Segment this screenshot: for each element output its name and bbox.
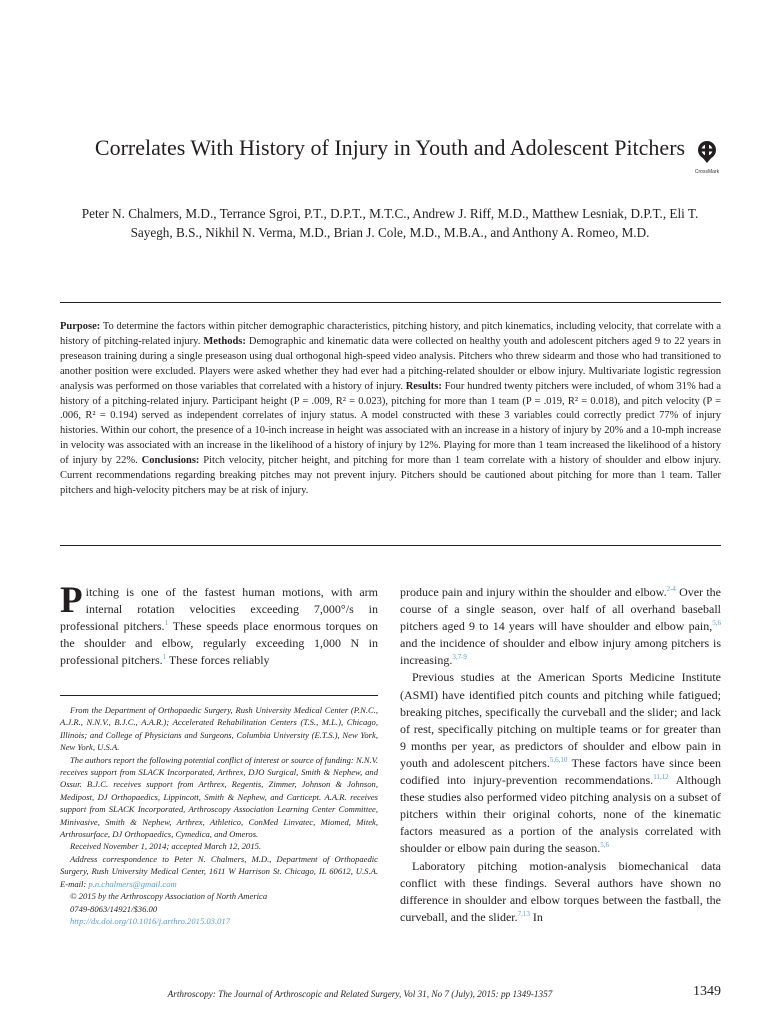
doi-link[interactable]: http://dx.doi.org/10.1016/j.arthro.2015.03.017 (70, 915, 231, 926)
author-list: Peter N. Chalmers, M.D., Terrance Sgroi, P.T., D.P.T., M.T.C., Andrew J. Riff, M.D., Matthew Lesniak, D.P.T., Eli T. Sayegh, B.S., Nikhil N. Verma, M.D., Brian J. Cole, M.D., M.B.A., and Anthony A. Romeo, M.D. (81, 206, 699, 240)
body-text: itching is one of the fastest human motions, with arm internal rotation velocities exceeding 7,000°/s in professional pitchers. (60, 585, 378, 634)
citation-link[interactable]: 5,6 (712, 619, 721, 628)
body-text: These forces reliably (166, 653, 270, 668)
crossmark-icon (696, 140, 718, 164)
received-note: Received November 1, 2014; accepted March 12, 2015. (70, 841, 262, 852)
abstract-purpose: To determine the factors within pitcher demographic characteristics, pitching history, and pitch kinematics, including velocity, that correlate with a history of pitching-related injury. (60, 321, 721, 347)
affiliation-note: From the Department of Orthopaedic Surgery, Rush University Medical Center (P.N.C., A.J.R., N.N.V., B.J.C., A.A.R.); Accelerated Rehabilitation Centers (T.S., M.L.), Chicago, Illinois; and College of Physicians and Surgeons, Columbia University (E.T.S.), New York, New York, U.S.A. (60, 705, 378, 753)
citation-link[interactable]: 5,6,10 (549, 755, 568, 764)
correspondence-text: Address correspondence to Peter N. Chalmers, M.D., Department of Orthopaedic Surgery, Rush University Medical Center, 1611 W Harrison St. Chicago, IL 60612, U.S.A. E-mail: (60, 853, 378, 889)
body-paragraph (400, 584, 721, 669)
page-number: 1349 (693, 984, 721, 999)
citation-link[interactable]: 5,6 (600, 841, 610, 850)
body-text: These factors have since been codified into injury-prevention recommendations. (400, 755, 722, 788)
abstract-results-label: Results: (405, 380, 442, 392)
article-footnotes (60, 695, 378, 927)
citation-link[interactable]: 1 (162, 653, 167, 662)
journal-footer: Arthroscopy: The Journal of Arthroscopic and Related Surgery, Vol 31, No 7 (July), 2015: pp 1349-1357 (167, 989, 553, 999)
email-link[interactable]: p.n.chalmers@gmail.com (88, 878, 177, 889)
left-column (60, 580, 378, 669)
conflict-note: The authors report the following potential conflict of interest or source of funding: N.N.V. receives support from SLACK Incorporated, Arthrex, DJO Surgical, Smith & Nephew, and Ossur. B.J.C. receives support from Arthrex, Regentis, Zimmer, Johnson & Johnson, Medipost, DJ Orthopaedics, Lippincott, Smith & Nephew, and Carticept. A.A.R. receives support from SLACK Incorporated, Arthroscopy Association Learning Center Committee, Minivasive, Smith & Nephew, Arthrex, Athletico, ConMed Linvatec, Miomed, Mitek, Arthrosurface, DJ Orthopaedics, Cymedica, and Omeros. (60, 754, 378, 840)
citation-link[interactable]: 2-4 (666, 585, 676, 593)
body-text: Although these studies also performed video pitching analysis on a subset of pitchers within their original cohorts, none of the kinematic factors measured as a portion of the analysis correlated with shoulder or elbow pain during the season. (400, 773, 721, 856)
citation-link[interactable]: 1 (164, 619, 169, 628)
body-text: Previous studies at the American Sports Medicine Institute (ASMI) have identified pitch counts and pitching while fatigued; breaking pitches, specifically the curveball and the slider; and lack of rest, specifically pitching on multiple teams or for greater than 9 months per year, as predictors of shoulder and elbow pain in youth and adolescent pitchers. (400, 670, 721, 770)
issn-note: 0749-8063/14921/$36.00 (70, 903, 158, 914)
intro-paragraph (60, 580, 378, 669)
copyright-note: © 2015 by the Arthroscopy Association of North America (70, 891, 268, 902)
drop-cap: P (60, 580, 83, 621)
body-paragraph (400, 858, 721, 926)
citation-link[interactable]: 11,12 (653, 773, 669, 782)
abstract (60, 320, 721, 499)
abstract-purpose-label: Purpose: (60, 321, 101, 332)
right-column (400, 584, 721, 926)
body-text: produce pain and injury within the shoulder and elbow. (400, 585, 667, 599)
abstract-methods: Demographic and kinematic data were collected on healthy youth and adolescent pitchers aged 9 to 22 years in preseason training during a single preseason using dual orthogonal high-speed video analysis. Pitchers who threw sidearm and those who had transitioned to another position were excluded. Players were asked whether they had ever had a pitching-related shoulder or elbow injury. Multivariate logistic regression analysis was performed on those variables that correlated with a history of injury. (60, 335, 721, 392)
abstract-top-rule (60, 302, 721, 303)
article-title: Correlates With History of Injury in Youth and Adolescent Pitchers (94, 135, 686, 160)
correspondence-note (60, 853, 378, 890)
citation-link[interactable]: 7,13 (517, 909, 530, 918)
abstract-methods-label: Methods: (203, 335, 246, 347)
body-paragraph (400, 669, 721, 857)
body-text: These speeds place enormous torques on the shoulder and elbow, regularly exceeding 1,000 N in professional pitchers. (60, 619, 378, 668)
abstract-results: Four hundred twenty pitchers were included, of whom 31% had a history of a pitching-related injury. Participant height (P = .009, R² = 0.023), pitching for more than 1 team (P = .019, R² = 0.018), and pitch velocity (P = .006, R² = 0.194) served as independent correlates of injury status. A model constructed with these 3 variables could correctly predict 77% of injury histories. Within our cohort, the presence of a 10-inch increase in height was associated with an increase in a history of injury by 20% and a 10-mph increase in velocity was associated with an increase in the likelihood of a history of injury by 12%. Playing for more than 1 team increased the likelihood of a history of injury by 22%. (60, 380, 721, 467)
body-text: In (529, 909, 543, 924)
abstract-conclusions-label: Conclusions: (141, 455, 200, 467)
crossmark-badge[interactable] (692, 140, 722, 175)
footnote-rule (60, 695, 378, 696)
abstract-bottom-rule (60, 545, 721, 546)
body-text: Over the course of a single season, over half of all overhand baseball pitchers aged 9 to 14 years will have shoulder and elbow pain, (400, 585, 722, 634)
citation-link[interactable]: 3,7-9 (452, 653, 467, 662)
body-text: Laboratory pitching motion-analysis biomechanical data conflict with these findings. Several authors have shown no difference in shoulder and elbow torques between the fastball, the curveball, and the slider. (400, 858, 721, 924)
crossmark-label: CrossMark (694, 169, 720, 175)
body-text: and the incidence of shoulder and elbow injury among pitchers is increasing. (400, 636, 721, 668)
abstract-conclusions: Pitch velocity, pitcher height, and pitching for more than 1 team correlate with a history of shoulder and elbow injury. Current recommendations regarding breaking pitches may not prevent injury. Pitchers should be cautioned about pitching for more than 1 team. Taller pitchers and high-velocity pitchers may be at risk of injury. (60, 455, 722, 496)
